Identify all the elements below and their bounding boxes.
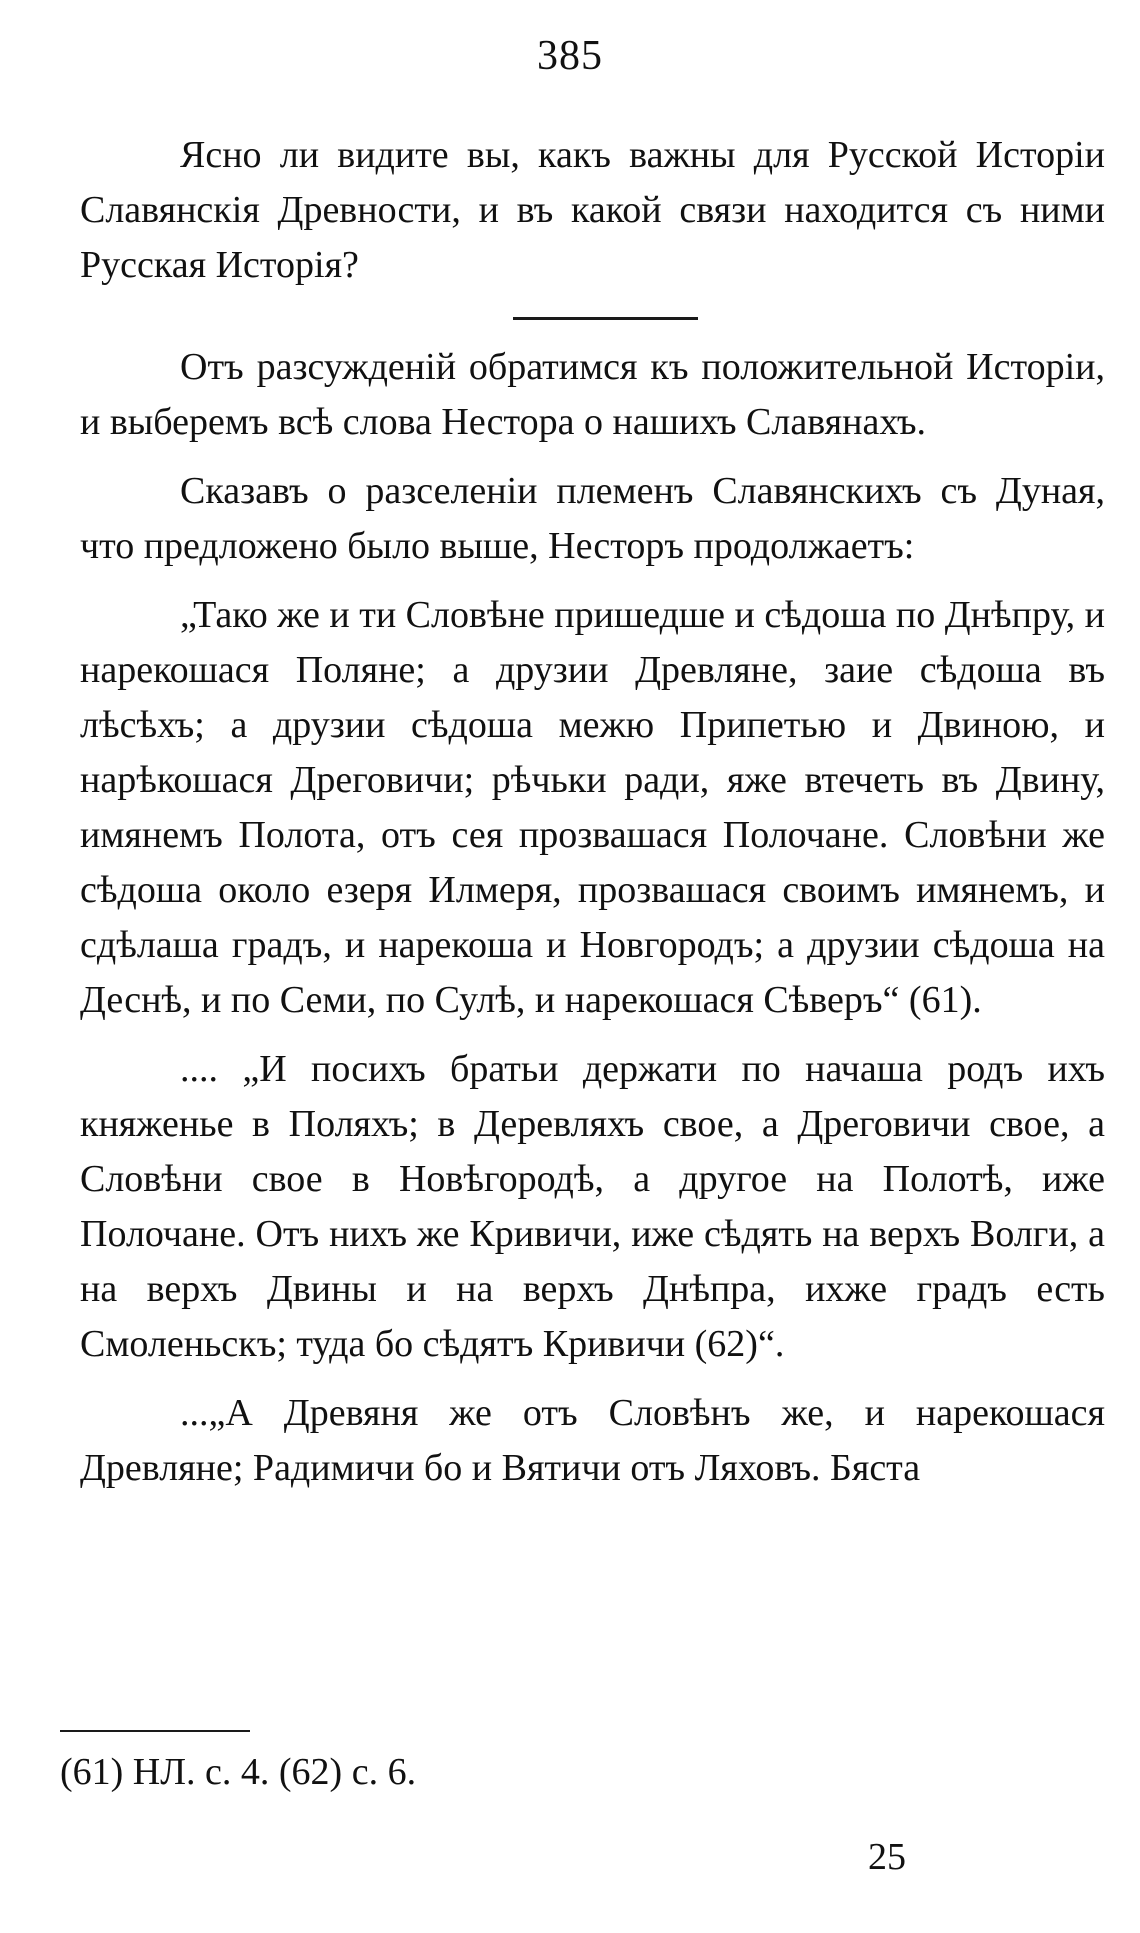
footnote: (61) НЛ. с. 4. (62) с. 6. — [60, 1751, 417, 1793]
main-text — [80, 340, 1105, 1496]
intro-block — [80, 128, 1105, 293]
paragraph: „Тако же и ти Словѣне пришедше и сѣдоша по Днѣпру, и нарекошася Поляне; а друзии Древляне, заие сѣдоша въ лѣсѣхъ; а друзии сѣдоша межю Припетью и Двиною, и нарѣкошася Дреговичи; рѣчьки ради, яже втечеть въ Двину, имянемъ Полота, отъ сея прозвашася Полочане. Словѣни же сѣдоша около езеря Илмеря, прозвашася своимъ имянемъ, и сдѣлаша градъ, и нарекоша и Новгородъ; а друзии сѣдоша на Деснѣ, и по Семи, по Сулѣ, и нарекошася Сѣверъ“ (61). — [80, 594, 1105, 1021]
intro-paragraph: Ясно ли видите вы, какъ важны для Русской Исторіи Славянскія Древности, и въ какой связи находится съ ними Русская Исторія? — [80, 134, 1105, 286]
paragraph: Сказавъ о разселеніи племенъ Славянскихъ съ Дуная, что предложено было выше, Несторъ продолжаетъ: — [80, 470, 1105, 567]
paragraph: ...„А Древяня же отъ Словѣнъ же, и нарекошася Древляне; Радимичи бо и Вятичи отъ Ляховъ. Бяста — [80, 1392, 1105, 1489]
footnote-rule — [60, 1730, 250, 1732]
paragraph: .... „И посихъ братьи держати по начаша родъ ихъ княженье в Поляхъ; в Деревляхъ свое, а Дреговичи свое, а Словѣни свое в Новѣгородѣ, а другое на Полотѣ, иже Полочане. Отъ нихъ же Кривичи, иже сѣдять на верхъ Волги, а на верхъ Двины и на верхъ Днѣпра, ихже градъ есть Смоленьскъ; туда бо сѣдятъ Кривичи (62)“. — [80, 1048, 1105, 1365]
paragraph: Отъ разсужденій обратимся къ положительной Исторіи, и выберемъ всѣ слова Нестора о нашихъ Славянахъ. — [80, 346, 1105, 443]
section-divider — [513, 317, 698, 320]
page-number: 385 — [537, 33, 603, 79]
signature-mark: 25 — [868, 1836, 906, 1878]
